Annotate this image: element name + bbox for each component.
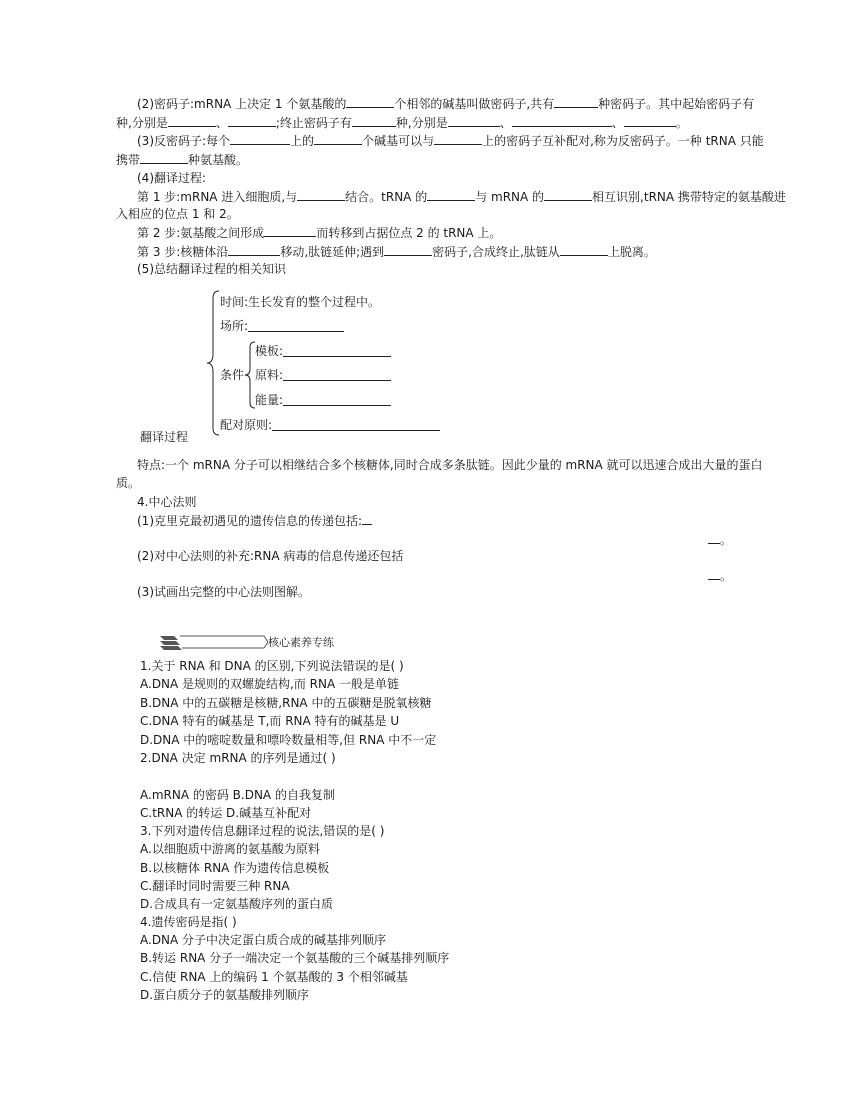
blank-stop-codon-3[interactable]: [624, 113, 676, 127]
anticodon-line-1: (3)反密码子:每个 上的 个碱基可以与 上的密码子互补配对,称为反密码子。一种 tRNA 只能: [137, 131, 764, 150]
summary-title: (5)总结翻译过程的相关知识: [137, 262, 286, 276]
outline-conditions: 条件: [220, 368, 245, 382]
outline-material: 原料:: [255, 368, 284, 382]
blank-energy[interactable]: [283, 405, 391, 406]
outline-time: 时间:生长发育的整个过程中。: [220, 295, 381, 309]
question-4-option-a[interactable]: A.DNA 分子中决定蛋白质合成的碱基排列顺序: [140, 933, 387, 947]
question-2-options-ab[interactable]: A.mRNA 的密码 B.DNA 的自我复制: [140, 788, 335, 802]
blank-step1-ribosome[interactable]: [297, 187, 345, 201]
blank-codon-bases[interactable]: [346, 94, 394, 108]
blank-start-codon-1[interactable]: [168, 113, 216, 127]
blank-stop-codon-1[interactable]: [448, 113, 500, 127]
central-dogma-q3: (3)试画出完整的中心法则图解。: [137, 585, 310, 599]
blank-q2-end[interactable]: [708, 566, 720, 580]
blank-q1-end[interactable]: [708, 530, 720, 544]
question-2: 2.DNA 决定 mRNA 的序列是通过( ): [140, 751, 336, 765]
question-3-option-c[interactable]: C.翻译时同时需要三种 RNA: [140, 879, 290, 893]
central-dogma-title: 4.中心法则: [137, 495, 197, 509]
question-1: 1.关于 RNA 和 DNA 的区别,下列说法错误的是( ): [140, 659, 404, 673]
step2-line: 第 2 步:氨基酸之间形成 而转移到占据位点 2 的 tRNA 上。: [137, 223, 501, 242]
step1-line-1: 第 1 步:mRNA 进入细胞质,与 结合。tRNA 的 与 mRNA 的 相互识别,tRNA 携带特定的氨基酸进: [137, 187, 786, 206]
outline-root: 翻译过程: [140, 430, 189, 444]
question-3-option-d[interactable]: D.合成具有一定氨基酸序列的蛋白质: [140, 897, 334, 911]
translation-process-title: (4)翻译过程:: [137, 171, 207, 185]
blank-anticodon-molecule[interactable]: [230, 131, 290, 145]
practice-header: 核心素养专练: [268, 636, 334, 649]
blank-template[interactable]: [283, 356, 391, 357]
question-3-option-b[interactable]: B.以核糖体 RNA 作为遗传信息模板: [140, 861, 330, 875]
step1-line-2: 入相应的位点 1 和 2。: [116, 207, 239, 221]
question-1-option-a[interactable]: A.DNA 是规则的双螺旋结构,而 RNA 一般是单链: [140, 677, 400, 691]
blank-start-codon-2[interactable]: [228, 113, 276, 127]
codon-line-2: 种,分别是 、 ;终止密码子有 种,分别是 、 、 。: [116, 113, 688, 132]
central-dogma-q2-end: 。: [708, 566, 732, 585]
blank-step1-anticodon[interactable]: [427, 187, 475, 201]
outline-pairing: 配对原则:: [220, 418, 273, 432]
question-4-option-d[interactable]: D.蛋白质分子的氨基酸排列顺序: [140, 988, 310, 1002]
question-3-option-a[interactable]: A.以细胞质中游离的氨基酸为原料: [140, 842, 320, 856]
question-1-option-d[interactable]: D.DNA 中的嘧啶数量和嘌呤数量相等,但 RNA 中不一定: [140, 733, 437, 747]
blank-codon-count[interactable]: [554, 94, 598, 108]
blank-step3-mrna[interactable]: [228, 242, 280, 256]
practice-header-decoration: [160, 634, 270, 650]
central-dogma-q2: (2)对中心法则的补充:RNA 病毒的信息传递还包括: [137, 549, 404, 563]
blank-anticodon-bases[interactable]: [314, 131, 362, 145]
question-3: 3.下列对遗传信息翻译过程的说法,错误的是( ): [140, 824, 385, 838]
outline-brace-main: [206, 290, 220, 436]
blank-pairing[interactable]: [272, 430, 440, 431]
outline-template: 模板:: [255, 344, 284, 358]
question-1-option-c[interactable]: C.DNA 特有的碱基是 T,而 RNA 特有的碱基是 U: [140, 714, 400, 728]
question-4-option-c[interactable]: C.信使 RNA 上的编码 1 个氨基酸的 3 个相邻碱基: [140, 970, 408, 984]
blank-material[interactable]: [283, 380, 391, 381]
anticodon-line-2: 携带 种氨基酸。: [116, 150, 248, 169]
question-2-options-cd[interactable]: C.tRNA 的转运 D.碱基互补配对: [140, 806, 312, 820]
question-4-option-b[interactable]: B.转运 RNA 分子一端决定一个氨基酸的三个碱基排列顺序: [140, 951, 450, 965]
outline-place: 场所:: [220, 319, 249, 333]
blank-stop-codon-2[interactable]: [512, 113, 612, 127]
blank-step3-release[interactable]: [560, 242, 608, 256]
blank-anticodon-target[interactable]: [434, 131, 482, 145]
blank-step3-stop[interactable]: [384, 242, 432, 256]
step3-line: 第 3 步:核糖体沿 移动,肽链延伸;遇到 密码子,合成终止,肽链从 上脱离。: [137, 242, 656, 261]
question-1-option-b[interactable]: B.DNA 中的五碳糖是核糖,RNA 中的五碳糖是脱氧核糖: [140, 696, 432, 710]
feature-line-1: 特点:一个 mRNA 分子可以相继结合多个核糖体,同时合成多条肽链。因此少量的 mRNA 就可以迅速合成出大量的蛋白: [137, 458, 763, 472]
question-4: 4.遗传密码是指( ): [140, 915, 237, 929]
blank-stop-codon-count[interactable]: [352, 113, 396, 127]
feature-line-2: 质。: [116, 476, 141, 490]
blank-place[interactable]: [248, 331, 344, 332]
blank-q1-start[interactable]: [362, 511, 372, 525]
central-dogma-q1-end: 。: [708, 530, 732, 549]
outline-energy: 能量:: [255, 393, 284, 407]
codon-line-1: (2)密码子:mRNA 上决定 1 个氨基酸的 个相邻的碱基叫做密码子,共有 种密码子。其中起始密码子有: [137, 94, 754, 113]
blank-step2-bond[interactable]: [264, 223, 316, 237]
central-dogma-q1: (1)克里克最初遇见的遗传信息的传递包括:: [137, 511, 372, 530]
blank-trna-amino-count[interactable]: [140, 150, 188, 164]
blank-step1-codon[interactable]: [544, 187, 592, 201]
